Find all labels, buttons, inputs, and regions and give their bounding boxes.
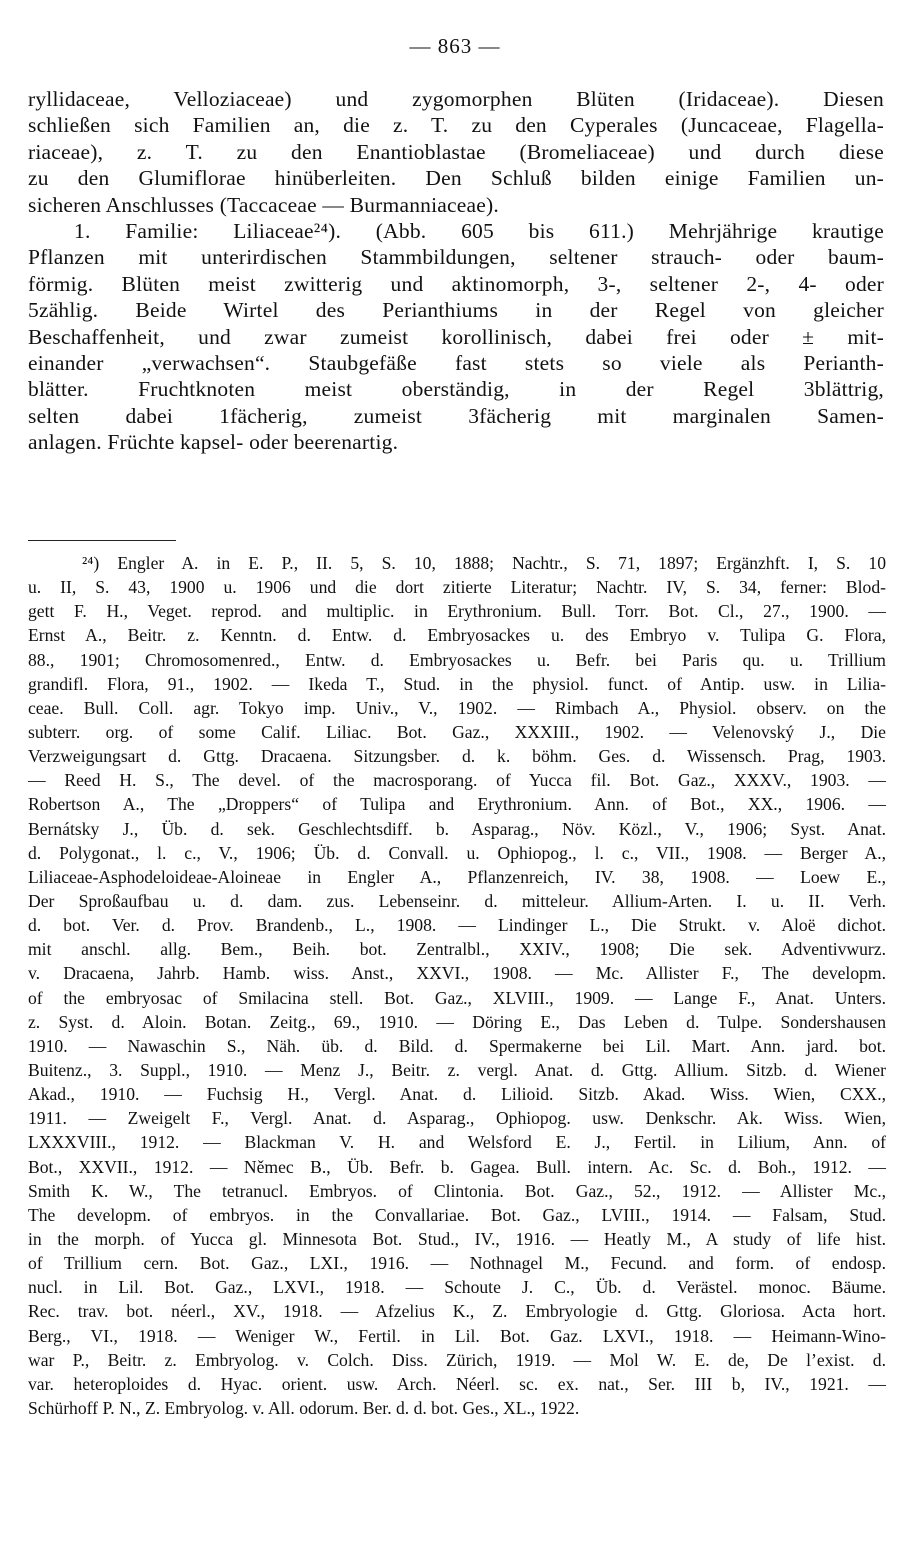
- text-line: schließen sich Familien an, die z. T. zu den Cyperales (Juncaceae, Flagella-: [28, 113, 884, 138]
- footnote-line: Ernst A., Beitr. z. Kenntn. d. Entw. d. Embryosackes u. des Embryo v. Tulipa G. Flora,: [28, 625, 886, 646]
- footnote-line: in the morph. of Yucca gl. Minnesota Bot. Stud., IV., 1916. — Heatly M., A study of life hist.: [28, 1228, 886, 1249]
- footnote-line: mit anschl. allg. Bem., Beih. bot. Zentralbl., XXIV., 1908; Die sek. Adventivwurz.: [28, 939, 886, 960]
- footnote-line: LXXXVIII., 1912. — Blackman V. H. and Welsford E. J., Fertil. in Lilium, Ann. of: [28, 1132, 886, 1153]
- footnote-line: grandifl. Flora, 91., 1902. — Ikeda T., Stud. in the physiol. funct. of Antip. usw. in Lilia-: [28, 673, 886, 694]
- footnote-line: 1910. — Nawaschin S., Näh. üb. d. Bild. d. Spermakerne bei Lil. Mart. Ann. jard. bot.: [28, 1035, 886, 1056]
- footnote-line: of the embryosac of Smilacina stell. Bot. Gaz., XLVIII., 1909. — Lange F., Anat. Unters.: [28, 987, 886, 1008]
- footnote-line: ²⁴) Engler A. in E. P., II. 5, S. 10, 1888; Nachtr., S. 71, 1897; Ergänzhft. I, S. 10: [82, 553, 886, 573]
- footnote-line: The developm. of embryos. in the Convallariae. Bot. Gaz., LVIII., 1914. — Falsam, Stud.: [28, 1204, 886, 1225]
- text-line: blätter. Fruchtknoten meist oberständig, in der Regel 3blättrig,: [28, 377, 884, 402]
- main-text: [28, 86, 884, 455]
- footnote-line: 88., 1901; Chromosomenred., Entw. d. Embryosackes u. Befr. bei Paris qu. u. Trillium: [28, 649, 886, 670]
- text-line: zu den Glumiflorae hinüberleiten. Den Schluß bilden einige Familien un-: [28, 166, 884, 191]
- footnote-line: Bot., XXVII., 1912. — Němec B., Üb. Befr. b. Gagea. Bull. intern. Ac. Sc. d. Boh., 1912. —: [28, 1156, 886, 1177]
- text-line: riaceae), z. T. zu den Enantioblastae (Bromeliaceae) und durch diese: [28, 139, 884, 164]
- footnote-line: Robertson A., The „Droppers“ of Tulipa and Erythronium. Ann. of Bot., XX., 1906. —: [28, 794, 886, 815]
- footnote-line: Rec. trav. bot. néerl., XV., 1918. — Afzelius K., Z. Embryologie d. Gttg. Gloriosa. Acta hort.: [28, 1301, 886, 1322]
- text-line: Pflanzen mit unterirdischen Stammbildungen, seltener strauch- oder baum-: [28, 245, 884, 270]
- footnote-line: Buitenz., 3. Suppl., 1910. — Menz J., Beitr. z. vergl. Anat. d. Gttg. Allium. Sitzb. d. Wiener: [28, 1059, 886, 1080]
- footnote-line: z. Syst. d. Aloin. Botan. Zeitg., 69., 1910. — Döring E., Das Leben d. Tulpe. Sondershausen: [28, 1011, 886, 1032]
- text-line: ryllidaceae, Velloziaceae) und zygomorphen Blüten (Iridaceae). Diesen: [28, 87, 884, 111]
- footnote-line: — Reed H. S., The devel. of the macrosporang. of Yucca fil. Bot. Gaz., XXXV., 1903. —: [28, 770, 886, 791]
- footnote-separator: [28, 540, 176, 541]
- footnote-line: Bernátsky J., Üb. d. sek. Geschlechtsdiff. b. Asparag., Növ. Közl., V., 1906; Syst. Anat.: [28, 818, 886, 839]
- footnote-line: Smith K. W., The tetranucl. Embryos. of Clintonia. Bot. Gaz., 52., 1912. — Allister Mc.,: [28, 1180, 886, 1201]
- footnote-line: d. Polygonat., l. c., V., 1906; Üb. d. Convall. u. Ophiopog., l. c., VII., 1908. — Berger A.,: [28, 842, 886, 863]
- footnote-line: var. heteroploides d. Hyac. orient. usw. Arch. Néerl. sc. ex. nat., Ser. III b, IV., 1921. —: [28, 1373, 886, 1394]
- text-line: selten dabei 1fächerig, zumeist 3fächerig mit marginalen Samen-: [28, 403, 884, 428]
- footnote-line: of Trillium cern. Bot. Gaz., LXI., 1916. — Nothnagel M., Fecund. and form. of endosp.: [28, 1253, 886, 1274]
- text-line: Beschaffenheit, und zwar zumeist korollinisch, dabei frei oder ± mit-: [28, 324, 884, 349]
- page-number: — 863 —: [409, 34, 501, 58]
- footnote-line: u. II, S. 43, 1900 u. 1906 und die dort zitierte Literatur; Nachtr. IV, S. 34, ferner: Blod-: [28, 577, 886, 598]
- footnote-line: nucl. in Lil. Bot. Gaz., LXVI., 1918. — Schoute J. C., Üb. d. Verästel. monoc. Bäume.: [28, 1277, 886, 1298]
- text-line: 1. Familie: Liliaceae²⁴). (Abb. 605 bis 611.) Mehrjährige krautige: [74, 218, 884, 243]
- footnote-line: Schürhoff P. N., Z. Embryolog. v. All. odorum. Ber. d. d. bot. Ges., XL., 1922.: [28, 1397, 580, 1418]
- footnote-line: 1911. — Zweigelt F., Vergl. Anat. d. Asparag., Ophiopog. usw. Denkschr. Ak. Wiss. Wien,: [28, 1108, 886, 1129]
- text-line: anlagen. Früchte kapsel- oder beerenartig.: [28, 430, 399, 455]
- footnote-line: Berg., VI., 1918. — Weniger W., Fertil. in Lil. Bot. Gaz. LXVI., 1918. — Heimann-Wino-: [28, 1325, 886, 1346]
- footnote-line: Verzweigungsart d. Gttg. Dracaena. Sitzungsber. d. k. böhm. Ges. d. Wissensch. Prag, 1903.: [28, 746, 886, 767]
- footnote-line: Der Sproßaufbau u. d. dam. zus. Lebenseinr. d. mitteleur. Allium-Arten. I. u. II. Verh.: [28, 890, 886, 911]
- footnote-line: war P., Beitr. z. Embryolog. v. Colch. Diss. Zürich, 1919. — Mol W. E. de, De l’exist. d.: [28, 1349, 886, 1370]
- footnote-line: Liliaceae-Asphodeloideae-Aloineae in Engler A., Pflanzenreich, IV. 38, 1908. — Loew E.,: [28, 866, 886, 887]
- footnote-line: d. bot. Ver. d. Prov. Brandenb., L., 1908. — Lindinger L., Die Strukt. v. Aloë dichot.: [28, 915, 886, 936]
- text-line: sicheren Anschlusses (Taccaceae — Burmanniaceae).: [28, 192, 499, 217]
- footnote-line: ceae. Bull. Coll. agr. Tokyo imp. Univ., V., 1902. — Rimbach A., Physiol. observ. on the: [28, 697, 886, 718]
- text-line: 5zählig. Beide Wirtel des Perianthiums in der Regel von gleicher: [28, 298, 884, 323]
- text-line: einander „verwachsen“. Staubgefäße fast stets so viele als Perianth-: [28, 350, 884, 375]
- footnote: [28, 551, 886, 1420]
- text-line: förmig. Blüten meist zwitterig und aktinomorph, 3-, seltener 2-, 4- oder: [28, 271, 884, 296]
- footnote-line: v. Dracaena, Jahrb. Hamb. wiss. Anst., XXVI., 1908. — Mc. Allister F., The developm.: [28, 963, 886, 984]
- footnote-line: Akad., 1910. — Fuchsig H., Vergl. Anat. d. Lilioid. Sitzb. Akad. Wiss. Wien, CXX.,: [28, 1084, 886, 1105]
- footnote-line: subterr. org. of some Calif. Liliac. Bot. Gaz., XXXIII., 1902. — Velenovský J., Die: [28, 721, 886, 742]
- footnote-line: gett F. H., Veget. reprod. and multiplic. in Erythronium. Bull. Torr. Bot. Cl., 27., 1900. —: [28, 601, 886, 622]
